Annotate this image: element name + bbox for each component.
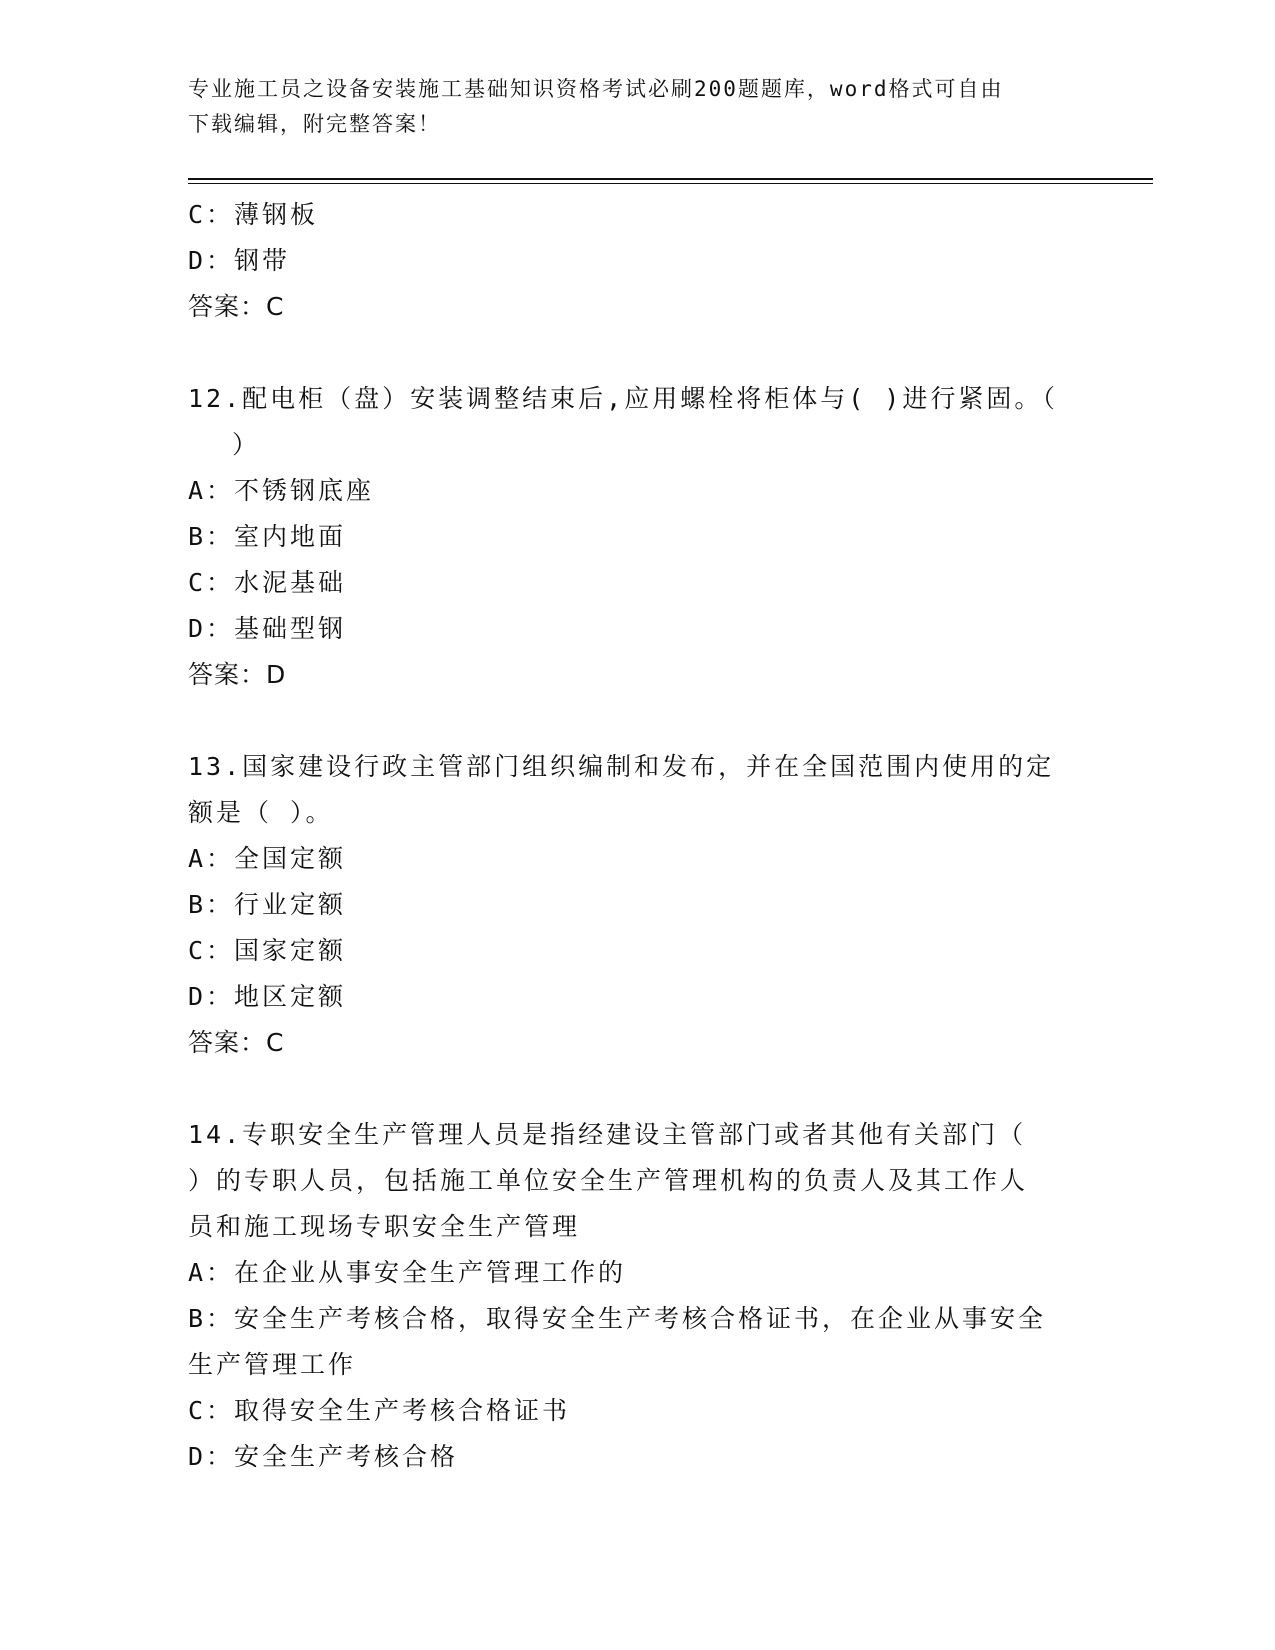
question-13 <box>188 744 1078 1066</box>
option-a: A：全国定额 <box>188 844 347 873</box>
question-stem-line: ）的专职人员，包括施工单位安全生产管理机构的负责人及其工作人 <box>188 1166 1029 1195</box>
option-b: B：行业定额 <box>188 890 347 919</box>
header-title-line-2: 下载编辑，附完整答案！ <box>188 112 441 136</box>
question-spacer <box>188 330 1078 376</box>
option-a: A：在企业从事安全生产管理工作的 <box>188 1258 627 1287</box>
answer-line: 答案：C <box>188 292 285 321</box>
question-stem-line: 13.国家建设行政主管部门组织编制和发布，并在全国范围内使用的定 <box>188 752 1055 781</box>
previous-question-tail <box>188 192 1078 330</box>
question-stem-line: 14.专职安全生产管理人员是指经建设主管部门或者其他有关部门（ <box>188 1120 1027 1149</box>
option-d: D：钢带 <box>188 246 291 275</box>
header-rule-thick <box>188 178 1153 180</box>
option-c: C：水泥基础 <box>188 568 347 597</box>
option-b: B：室内地面 <box>188 522 347 551</box>
header-title-line-1: 专业施工员之设备安装施工基础知识资格考试必刷200题题库，word格式可自由 <box>188 77 1004 101</box>
option-c: C：取得安全生产考核合格证书 <box>188 1396 571 1425</box>
question-stem-line: 12.配电柜（盘）安装调整结束后,应用螺栓将柜体与( )进行紧固。（ <box>188 384 1058 413</box>
question-stem-line: 额是（ ）。 <box>188 798 334 827</box>
question-stem-line: 员和施工现场专职安全生产管理 <box>188 1212 581 1241</box>
option-d: D：地区定额 <box>188 982 347 1011</box>
answer-line: 答案：C <box>188 1028 285 1057</box>
question-spacer <box>188 1066 1078 1112</box>
question-stem-line: ） <box>232 430 261 459</box>
option-a: A：不锈钢底座 <box>188 476 375 505</box>
option-b: B：安全生产考核合格，取得安全生产考核合格证书，在企业从事安全 <box>188 1304 1047 1333</box>
answer-line: 答案：D <box>188 660 287 689</box>
question-12 <box>188 376 1078 698</box>
option-d: D：基础型钢 <box>188 614 347 643</box>
option-c: C：薄钢板 <box>188 200 319 229</box>
option-b-continued: 生产管理工作 <box>188 1350 357 1379</box>
document-header <box>188 72 1068 142</box>
option-d: D：安全生产考核合格 <box>188 1442 459 1471</box>
question-14 <box>188 1112 1078 1480</box>
option-c: C：国家定额 <box>188 936 347 965</box>
question-content <box>188 192 1078 1480</box>
header-rule-thin <box>188 183 1153 184</box>
question-spacer <box>188 698 1078 744</box>
